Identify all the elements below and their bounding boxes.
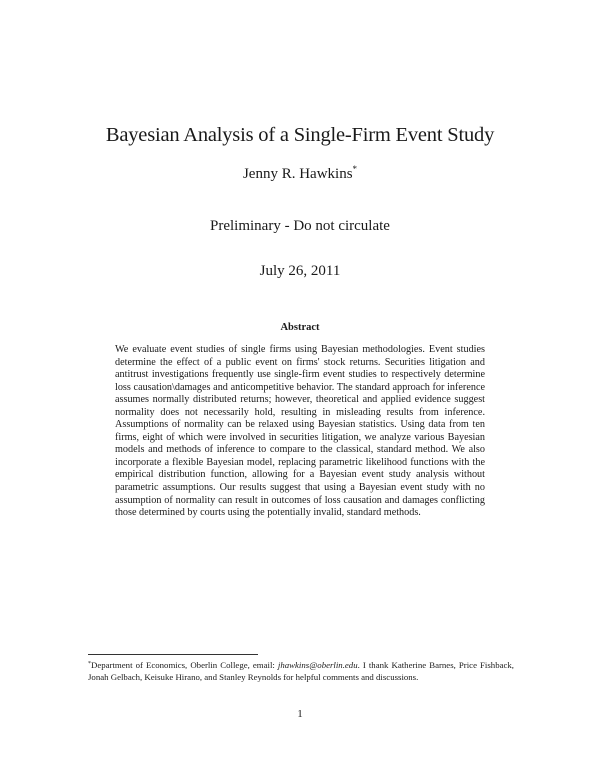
footnote-affiliation: Department of Economics, Oberlin College, email: [91, 660, 278, 670]
author-line [0, 164, 600, 183]
footnote-acknowledgements: . I thank Katherine Barnes, Price Fishback, Jonah Gelbach, Keisuke Hirano, and Stanley Reynolds for helpful comments and discussions. [88, 660, 514, 682]
abstract-text: We evaluate event studies of single firms using Bayesian methodologies. Event studies determine the effect of a public event on firms' stock returns. Securities litigation and antitrust investigations frequently use single-firm event studies to respectively determine loss causation\damages and anticompetitive behavior. The standard approach for inference assumes normally distributed returns; however, theoretical and applied evidence suggest normality does not necessarily hold, resulting in misleading results from inference. Assumptions of normality can be relaxed using Bayesian statistics. Using data from ten firms, eight of which were involved in securities litigation, we analyze various Bayesian models and methods of inference to compare to the classical, standard method. We also incorporate a flexible Bayesian model, replacing parametric likelihood functions with the empirical distribution function, allowing for a Bayesian event study analysis without parametric assumptions. Our results suggest that using a Bayesian event study with no assumption of normality can result in outcomes of loss causation and damages conflicting those determined by courts using the potentially invalid, standard methods. [115, 344, 485, 519]
abstract-heading: Abstract [280, 322, 320, 333]
page-number: 1 [297, 708, 303, 720]
author-footnote [88, 658, 514, 683]
paper-date: July 26, 2011 [259, 263, 341, 279]
author-footnote-mark: * [352, 164, 358, 174]
footnote-mark: * [88, 661, 91, 667]
author-name: Jenny R. Hawkins [242, 166, 353, 182]
circulation-notice: Preliminary - Do not circulate [210, 218, 390, 234]
author-email-link[interactable]: jhawkins@oberlin.edu [277, 660, 358, 670]
paper-title: Bayesian Analysis of a Single-Firm Event Study [105, 124, 495, 146]
footnote-divider [88, 654, 258, 655]
